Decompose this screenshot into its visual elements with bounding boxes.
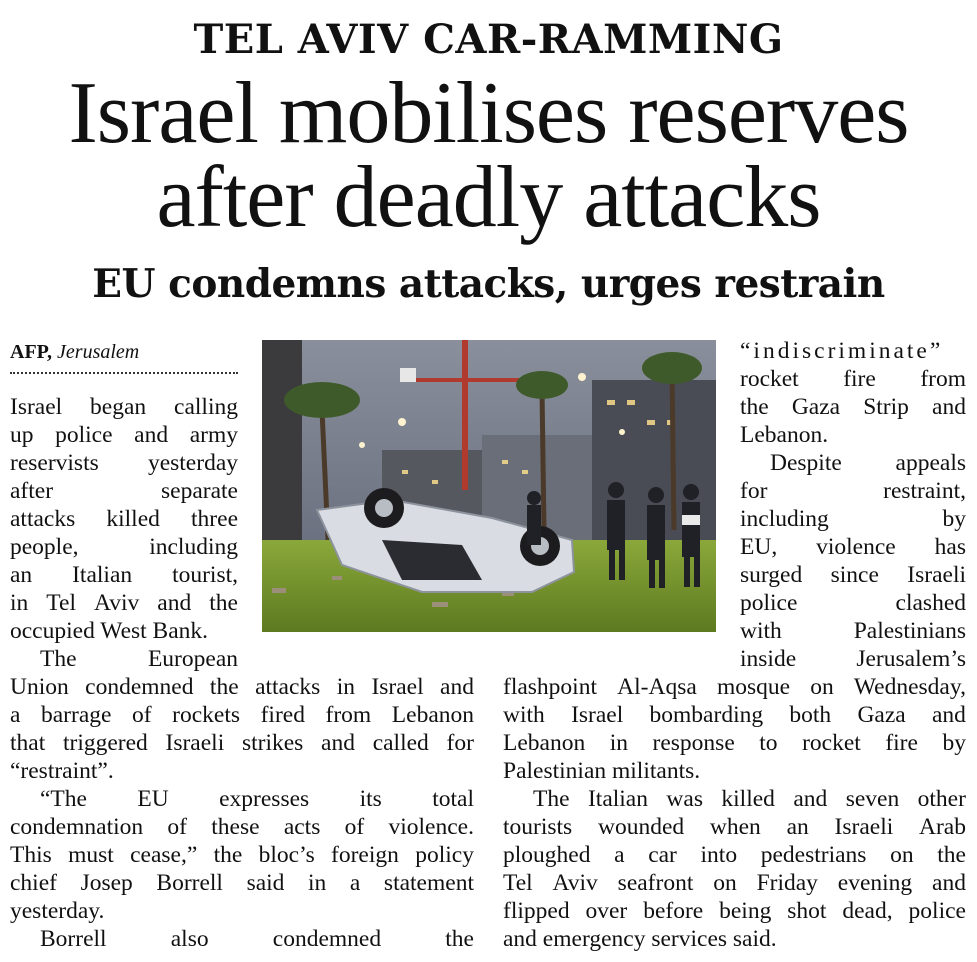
column-3-top	[740, 337, 966, 673]
column-1-top	[10, 393, 238, 673]
body-line: flipped over before being shot dead, police	[503, 898, 966, 924]
body-line: attacks killed three	[10, 506, 238, 532]
headline	[0, 65, 977, 246]
body-line: inside Jerusalem’s	[740, 646, 966, 672]
body-line: flashpoint Al-Aqsa mosque on Wednesday,	[503, 674, 966, 700]
body-line: chief Josep Borrell said in a statement	[10, 870, 474, 896]
column-2-bottom	[503, 673, 966, 953]
body-line: Despite appeals	[770, 450, 966, 476]
column-1-bottom	[10, 673, 474, 953]
body-line: tourists wounded when an Israeli Arab	[503, 814, 966, 840]
body-line: including by	[740, 506, 966, 532]
body-line: with Israel bombarding both Gaza and	[503, 702, 966, 728]
headline-line-1: Israel mobilises reserves	[68, 65, 909, 162]
body-line: the Gaza Strip and	[740, 394, 966, 420]
body-line: “indiscriminate”	[740, 338, 944, 364]
body-line: reservists yesterday	[10, 450, 238, 476]
body-line: in Tel Aviv and the	[10, 590, 238, 616]
body-line: Palestinian militants.	[503, 758, 701, 784]
body-line: Lebanon in response to rocket fire by	[503, 730, 966, 756]
body-line: Borrell also condemned the	[40, 926, 474, 952]
byline-agency: AFP,	[10, 341, 53, 363]
body-line: “restraint”.	[10, 758, 114, 784]
body-line: yesterday.	[10, 898, 105, 924]
body-line: and emergency services said.	[503, 926, 777, 952]
body-line: after separate	[10, 478, 238, 504]
kicker: TEL AVIV CAR-RAMMING	[193, 16, 784, 63]
body-line: a barrage of rockets fired from Lebanon	[10, 702, 474, 728]
subhead: EU condemns attacks, urges restrain	[92, 261, 885, 307]
body-line: occupied West Bank.	[10, 618, 209, 644]
body-line: surged since Israeli	[740, 562, 966, 588]
body-line: ploughed a car into pedestrians on the	[503, 842, 966, 868]
body-line: for restraint,	[740, 478, 966, 504]
body-line: This must cease,” the bloc’s foreign policy	[10, 842, 474, 868]
byline-divider	[10, 372, 238, 374]
byline-dateline: Jerusalem	[57, 341, 140, 363]
body-line: Israel began calling	[10, 394, 238, 420]
body-line: an Italian tourist,	[10, 562, 238, 588]
body-line: EU, violence has	[740, 534, 966, 560]
body-line: people, including	[10, 534, 238, 560]
headline-line-2: after deadly attacks	[156, 149, 821, 246]
body-line: Tel Aviv seafront on Friday evening and	[503, 870, 966, 896]
body-line: “The EU expresses its total	[40, 786, 474, 812]
body-line: The European	[40, 646, 238, 672]
body-line: that triggered Israeli strikes and called for	[10, 730, 474, 756]
body-line: The Italian was killed and seven other	[533, 786, 966, 812]
body-line: rocket fire from	[740, 366, 966, 392]
body-line: up police and army	[10, 422, 238, 448]
byline	[10, 340, 238, 364]
body-line: police clashed	[740, 590, 966, 616]
body-line: condemnation of these acts of violence.	[10, 814, 474, 840]
body-line: with Palestinians	[740, 618, 966, 644]
overturned-car-scene-icon	[262, 340, 716, 632]
news-photo	[262, 340, 716, 632]
body-line: Lebanon.	[740, 422, 829, 448]
body-line: Union condemned the attacks in Israel and	[10, 674, 474, 700]
